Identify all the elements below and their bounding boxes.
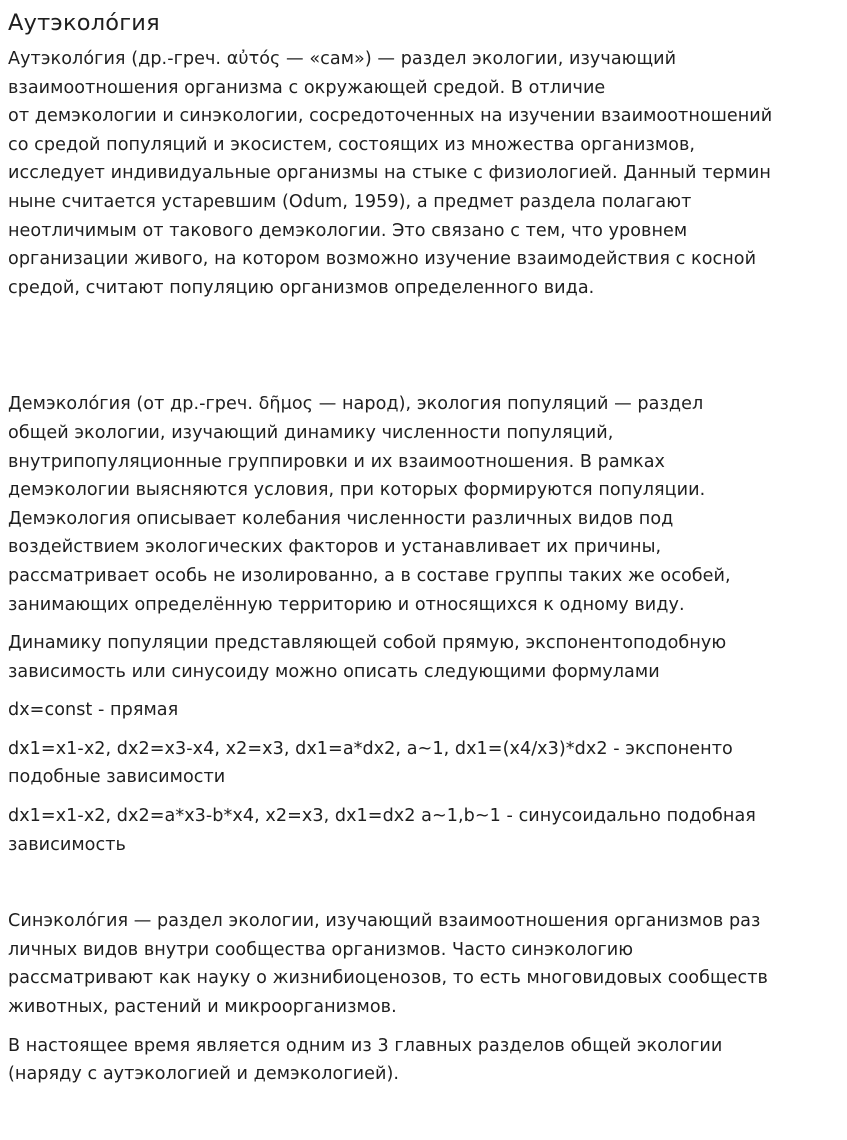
population-dynamics-paragraph: Динамику популяции представляющей собой прямую, экспонентоподобную зависимость или синусоиду можно описать следующими формулами: [8, 633, 727, 682]
autecology-paragraph: Аутэколо́гия (др.-греч. αὐτός — «сам») — раздел экологии, изучающий взаимоотношения организма с окружающей средой. В отличие от демэкологии и синэкологии, сосредоточенных на изучении взаимоотношений со средой популяций и экосистем, состоящих из множества организмов, исследует индивидуальные организмы на стыке с физиологией. Данный термин ныне считается устаревшим (Odum, 1959), а предмет раздела полагают неотличимым от такового демэкологии. Это связано с тем, что уровнем организации живого, на котором возможно изучение взаимодействия с косной средой, считают популяцию организмов определенного вида.: [8, 49, 773, 298]
formula-exponential: dx1=x1-x2, dx2=x3-x4, x2=x3, dx1=a*dx2, a~1, dx1=(x4/x3)*dx2 - экспоненто подобные зависимости: [8, 738, 733, 788]
document-page: [0, 9, 847, 1089]
demecology-paragraph: Демэколо́гия (от др.-греч. δῆμος — народ), экология популяций — раздел общей экологии, изучающий динамику численности популяций, внутрипопуляционные группировки и их взаимоотношения. В рамках демэкологии выясняются условия, при которых формируются популяции. Демэкология описывает колебания численности различных видов под воздействием экологических факторов и устанавливает их причины, рассматривает особь не изолированно, а в составе группы таких же особей, занимающих определённую территорию и относящихся к одному виду.: [8, 394, 731, 615]
page-title: Аутэколо́гия: [8, 10, 160, 36]
formula-sinusoidal: dx1=x1-x2, dx2=a*x3-b*x4, x2=x3, dx1=dx2 a~1,b~1 - синусоидально подобная зависимость: [8, 806, 756, 855]
synecology-paragraph: Синэколо́гия — раздел экологии, изучающий взаимоотношения организмов раз личных видов внутри сообщества организмов. Часто синэкологию рассматривают как науку о жизнибиоценозов, то есть многовидовых сообществ животных, растений и микроорганизмов.: [8, 911, 768, 1018]
synecology-note-paragraph: В настоящее время является одним из 3 главных разделов общей экологии (наряду с аутэкологией и демэкологией).: [8, 1035, 723, 1085]
formula-linear: dx=const - прямая: [8, 700, 179, 721]
